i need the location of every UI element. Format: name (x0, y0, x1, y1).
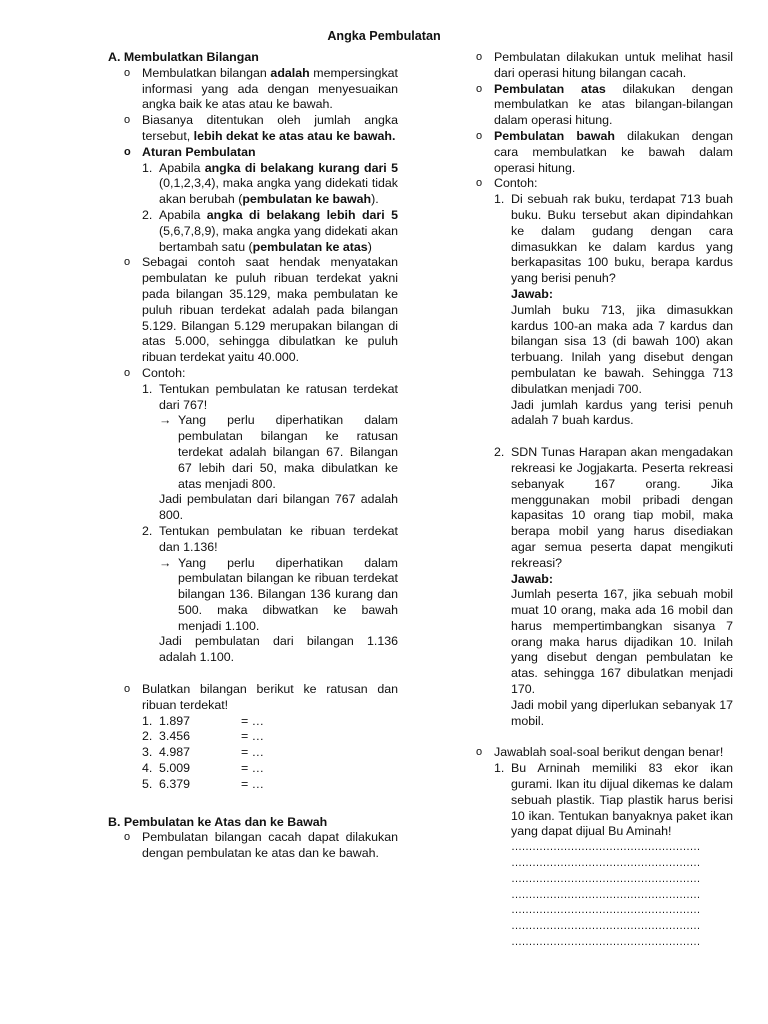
word-problem-list (494, 192, 733, 729)
text: Yang perlu diperhatikan dalam pembulatan bilangan ke ratusan terdekat adalah bilangan 67. Bilangan 67 lebih dari 50, maka dibulatkan ke atas menjadi 800. (178, 413, 398, 491)
exercise-value: 3.456 (159, 729, 191, 744)
list-number: 3. (142, 745, 153, 760)
bold-text: lebih dekat ke atas atau ke bawah. (193, 128, 396, 143)
problem-text: SDN Tunas Harapan akan mengadakan rekreasi ke Jogjakarta. Peserta rekreasi sebanyak 167 orang. Jika menggunakan mobil pribadi dengan kapasitas 10 orang tiap mobil, maka berapa mobil yang harus disediakan agar semua peserta dapat mengikuti rekreasi? (511, 445, 733, 570)
bullet-exercise-instruction: o Bulatkan bilangan berikut ke ratusan dan ribuan terdekat! (108, 682, 398, 714)
question-text: Bu Arninah memiliki 83 ekor ikan gurami. Ikan itu dijual dikemas ke dalam sebuah plastik. Tiap plastik harus berisi 10 ikan. Tentukan banyaknya paket ikan yang dapat dijual Bu Aminah! (511, 761, 733, 839)
right-column (460, 50, 733, 951)
text: Tentukan pembulatan ke ratusan terdekat dari 767! (159, 381, 398, 412)
rule-item-2 (142, 208, 398, 255)
list-number: 2. (142, 729, 153, 744)
question-list (494, 761, 733, 951)
question-item-1 (494, 761, 733, 951)
list-number: 1. (142, 160, 153, 175)
answer-line: ……………………………………………… (511, 888, 700, 901)
exercise-answer-blank: = … (241, 761, 265, 776)
bold-text: pembulatan ke atas (252, 239, 368, 254)
rule-item-1 (142, 161, 398, 208)
examples-list (142, 382, 398, 666)
answer-line: ……………………………………………… (511, 936, 700, 949)
answer-text: Jumlah buku 713, jika dimasukkan kardus 100-an maka ada 7 kardus dan bilangan sisa 13 (di bawah 100) akan terbuang. Inilah yang disebut dengan pembulatan ke bawah. Sehingga 713 dibulatkan menjadi 700. (511, 302, 733, 396)
list-number: 2. (142, 207, 153, 222)
bullet-section-b-intro: o Pembulatan bilangan cacah dapat dilakukan dengan pembulatan ke atas dan ke bawah. (108, 830, 398, 862)
list-number: 2. (494, 445, 505, 460)
bold-text: angka di belakang lebih dari 5 (206, 207, 399, 222)
bullet-exercise-instruction: o Jawablah soal-soal berikut dengan benar! (460, 745, 733, 761)
bullet-contoh: o Contoh: (108, 366, 398, 382)
text: Tentukan pembulatan ke ribuan terdekat dan 1.136! (159, 523, 398, 554)
list-number: 1. (142, 381, 153, 396)
bullet-round-up (460, 82, 733, 129)
text: ) (367, 239, 372, 254)
list-number: 5. (142, 776, 153, 791)
exercise-value: 5.009 (159, 761, 191, 776)
text: mempersingkat informasi yang ada dengan menyesuaikan angka baik ke atas atau ke bawah. (142, 65, 398, 112)
left-column (108, 50, 398, 862)
example-conclusion: Jadi pembulatan dari bilangan 1.136 adalah 1.100. (159, 634, 398, 665)
list-number: 2. (142, 523, 153, 538)
problem-text: Di sebuah rak buku, terdapat 713 buah buku. Buku tersebut akan dipindahkan ke dalam gudang dengan cara dimasukkan ke dalam kardus yang berkapasitas 100 buku, berapa kardus yang berisi penuh? (511, 192, 733, 286)
answer-line: ……………………………………………… (511, 920, 700, 933)
exercise-row (142, 729, 398, 745)
exercise-answer-blank: = … (241, 745, 265, 760)
bullet-definition (108, 66, 398, 113)
bullet-example-explanation: o Sebagai contoh saat hendak menyatakan pembulatan ke puluh ribuan terdekat yakni pada bilangan 35.129, maka pembulatan ke puluh ribuan terdekat adalah pada bilangan 5.129. Bilangan 5.129 merupakan bilangan di atas 5.000, sehingga dibulatkan ke puluh ribuan terdekat yaitu 40.000. (108, 255, 398, 366)
exercise-row (142, 714, 398, 730)
text: dilakukan dengan cara membulatkan ke bawah dalam operasi hitung. (494, 128, 733, 175)
example-note (159, 413, 398, 492)
section-a-heading: A. Membulatkan Bilangan (108, 50, 259, 64)
section-b-heading: B. Pembulatan ke Atas dan ke Bawah (108, 814, 328, 829)
answer-text: Jumlah peserta 167, jika sebuah mobil muat 10 orang, maka ada 16 mobil dan harus mempertimbangkan sisanya 7 orang maka harus dijadikan 10. Inilah yang disebut dengan pembulatan ke atas. sehingga 167 dibulatkan menjadi 170. (511, 587, 733, 697)
exercise-row (142, 745, 398, 761)
text: ). (371, 192, 379, 207)
word-problem-1 (494, 192, 733, 429)
exercise-row (142, 761, 398, 777)
bullet-round-down (460, 129, 733, 176)
bullet-determined (108, 113, 398, 145)
exercise-value: 6.379 (159, 776, 191, 791)
example-item-2 (142, 524, 398, 666)
arrow-right-icon: → (159, 555, 172, 570)
text: Yang perlu diperhatikan dalam pembulatan bilangan ke ribuan terdekat bilangan 136. Bilangan 136 kurang dan 500. maka dibwatkan ke bawah menjadi 1.100. (178, 555, 398, 633)
text: Biasanya ditentukan oleh jumlah angka tersebut, (142, 113, 398, 143)
list-number: 1. (494, 192, 505, 207)
answer-line: ……………………………………………… (511, 904, 700, 917)
exercise-value: 4.987 (159, 745, 191, 760)
arrow-right-icon: → (159, 413, 172, 428)
exercise-value: 1.897 (159, 713, 191, 728)
text: (5,6,7,8,9), maka angka yang didekati akan bertambah satu ( (159, 223, 398, 254)
text: Membulatkan bilangan (142, 65, 271, 80)
text: dilakukan dengan membulatkan ke atas bilangan-bilangan dalam operasi hitung. (494, 81, 733, 128)
exercise-answer-blank: = … (241, 729, 265, 744)
bullet-purpose: o Pembulatan dilakukan untuk melihat hasil dari operasi hitung bilangan cacah. (460, 50, 733, 82)
exercise-list (142, 714, 398, 793)
list-number: 4. (142, 761, 153, 776)
answer-label: Jawab: (511, 571, 554, 586)
word-problem-2 (494, 445, 733, 729)
page-title: Angka Pembulatan (327, 29, 441, 43)
rules-list (142, 161, 398, 256)
exercise-row (142, 777, 398, 793)
answer-label: Jawab: (511, 286, 554, 301)
text: Apabila (159, 160, 205, 175)
bold-text: pembulatan ke bawah (242, 192, 372, 207)
exercise-answer-blank: = … (241, 713, 265, 728)
example-note (159, 556, 398, 635)
answer-conclusion: Jadi jumlah kardus yang terisi penuh adalah 7 buah kardus. (511, 397, 733, 428)
list-number: 1. (494, 761, 505, 776)
bullet-rules-heading: o Aturan Pembulatan (108, 145, 398, 161)
answer-line: ……………………………………………… (511, 857, 700, 870)
exercise-answer-blank: = … (241, 776, 265, 791)
answer-conclusion: Jadi mobil yang diperlukan sebanyak 17 mobil. (511, 697, 733, 728)
bold-text: Pembulatan atas (494, 81, 606, 96)
example-conclusion: Jadi pembulatan dari bilangan 767 adalah 800. (159, 492, 398, 523)
example-item-1 (142, 382, 398, 524)
bold-text: adalah (270, 65, 310, 80)
bold-text: angka di belakang kurang dari 5 (204, 160, 398, 175)
answer-line: ……………………………………………… (511, 841, 700, 854)
text: (0,1,2,3,4), maka angka yang didekati tidak akan berubah ( (159, 176, 398, 207)
answer-line: ……………………………………………… (511, 872, 700, 885)
bold-text: Pembulatan bawah (494, 128, 615, 143)
bullet-contoh: o Contoh: (460, 176, 733, 192)
text: Apabila (159, 207, 207, 222)
list-number: 1. (142, 713, 153, 728)
